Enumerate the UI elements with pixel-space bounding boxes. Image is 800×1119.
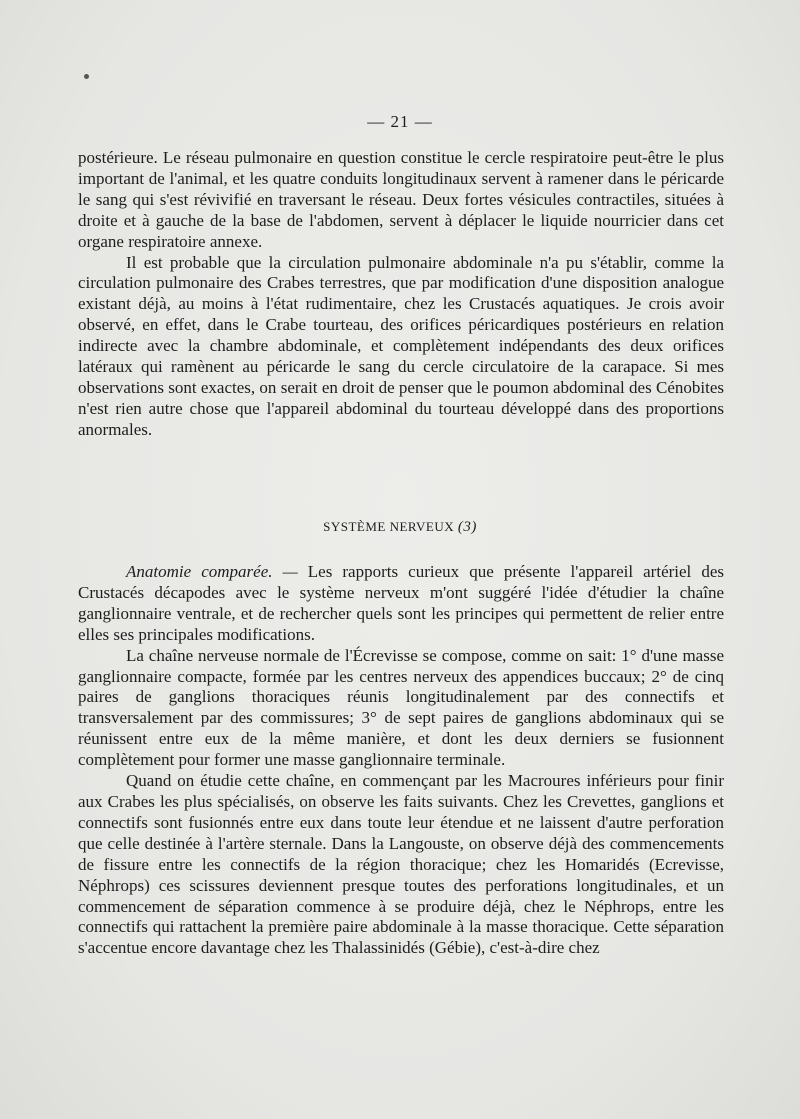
paragraph-4: La chaîne nerveuse normale de l'Écrevisse se compose, comme on sait: 1° d'une masse ganglionnaire compacte, formée par les centres nerveux des appendices buccaux; 2° de cinq paires de ganglions thoraciques réunis longitudinalement par des connectifs et transversalement par des commissures; 3° de sept paires de ganglions abdominaux qui se réunissent entre eux de la même manière, et dont les deux derniers se fusionnent complètement pour former une masse ganglionnaire terminale. [78,645,724,770]
ink-spot [84,74,89,79]
paragraph-3 [78,562,724,646]
paragraph-1: postérieure. Le réseau pulmonaire en question constitue le cercle respiratoire peut-être le plus important de l'animal, et les quatre conduits longitudinaux servent à ramener dans le péricarde le sang qui s'est révivifié en traversant le réseau. Deux fortes vésicules contractiles, situées à droite et à gauche de la base de l'abdomen, servent à déplacer le liquide nourricier dans cet organe respiratoire annexe. [78,148,724,251]
text-block-bottom [78,562,724,959]
section-note: (3) [457,519,477,535]
page-number: — 21 — [367,112,433,131]
section-title: SYSTÈME NERVEUX [323,519,455,534]
lead-phrase: Anatomie comparée. — [126,562,298,581]
paragraph-2: Il est probable que la circulation pulmonaire abdominale n'a pu s'établir, comme la circulation pulmonaire des Crabes terrestres, que par modification d'une disposition analogue existant déjà, au moins à l'état rudimentaire, chez les Crustacés aquatiques. Je crois avoir observé, en effet, dans le Crabe tourteau, des orifices péricardiques postérieurs en relation indirecte avec la chambre abdominale, et complètement indépendants des deux orifices latéraux qui ramènent au péricarde le sang du cercle circulatoire de la carapace. Si mes observations sont exactes, on serait en droit de penser que le poumon abdominal des Cénobites n'est rien autre chose que l'appareil abdominal du tourteau développé dans des proportions anormales. [78,252,724,439]
section-heading [0,519,800,536]
paragraph-5: Quand on étudie cette chaîne, en commençant par les Macroures inférieurs pour finir aux Crabes les plus spécialisés, on observe les faits suivants. Chez les Crevettes, ganglions et connectifs sont fusionnés entre eux dans toute leur étendue et ne laissent d'autre perforation que celle destinée à l'artère sternale. Dans la Langouste, on observe déjà des commencements de fissure entre les connectifs de la région thoracique; chez les Homaridés (Ecrevisse, Néphrops) ces scissures deviennent presque toutes des perforations longitudinales, et un commencement de séparation commence à se produire déjà, chez le Néphrops, entre les connectifs qui rattachent la première paire abdominale à la masse thoracique. Cette séparation s'accentue encore davantage chez les Thalassinidés (Gébie), c'est-à-dire chez [78,771,724,958]
paragraph-3-text: Les rapports curieux que présente l'appareil artériel des Crustacés décapodes avec le système nerveux m'ont suggéré l'idée d'étudier la chaîne ganglionnaire ventrale, et de rechercher quels sont les principes qui permettent de relier entre elles ses principales modifications. [78,562,724,644]
text-block-top [78,148,724,441]
